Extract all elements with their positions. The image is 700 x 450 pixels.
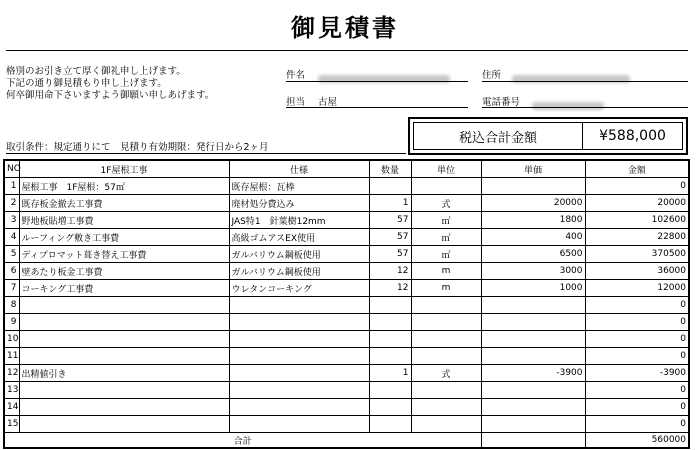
row-no: 3 [4, 212, 19, 229]
row-qty [369, 399, 411, 416]
row-item: コーキング工事費 [19, 280, 229, 297]
table-total-row [4, 433, 689, 449]
row-price [481, 297, 585, 314]
row-spec [229, 297, 369, 314]
row-price: 3000 [481, 263, 585, 280]
table-row [4, 212, 689, 229]
table-row [4, 399, 689, 416]
row-spec [229, 348, 369, 365]
row-unit [411, 399, 481, 416]
tax-included-total-box [408, 117, 688, 155]
row-unit: ㎡ [411, 246, 481, 263]
total-spacer [481, 433, 585, 449]
row-amount: 0 [585, 348, 689, 365]
row-qty [369, 178, 411, 195]
table-row [4, 382, 689, 399]
row-no: 10 [4, 331, 19, 348]
row-spec [229, 399, 369, 416]
row-price: 1800 [481, 212, 585, 229]
table-row [4, 348, 689, 365]
row-unit [411, 331, 481, 348]
header-price: 単価 [481, 160, 585, 178]
phone-value-redacted [532, 95, 604, 114]
row-item: 屋根工事 1F屋根：57㎡ [19, 178, 229, 195]
row-qty: 1 [369, 365, 411, 382]
row-unit [411, 178, 481, 195]
row-spec: ガルバリウム鋼板使用 [229, 246, 369, 263]
table-row [4, 178, 689, 195]
row-price: 20000 [481, 195, 585, 212]
address-value-redacted [512, 68, 630, 87]
row-qty: 57 [369, 212, 411, 229]
row-unit: 式 [411, 195, 481, 212]
table-row [4, 195, 689, 212]
table-row [4, 365, 689, 382]
row-amount: 0 [585, 399, 689, 416]
row-qty: 12 [369, 263, 411, 280]
row-no: 5 [4, 246, 19, 263]
row-item: ルーフィング敷き工事費 [19, 229, 229, 246]
table-row [4, 416, 689, 433]
row-spec [229, 365, 369, 382]
phone-label: 電話番号 [482, 97, 521, 108]
row-amount: 36000 [585, 263, 689, 280]
row-amount: 0 [585, 382, 689, 399]
row-item [19, 331, 229, 348]
row-price [481, 178, 585, 195]
table-header-row [4, 160, 689, 178]
row-no: 11 [4, 348, 19, 365]
row-amount: 0 [585, 416, 689, 433]
header-qty: 数量 [369, 160, 411, 178]
total-label: 合計 [4, 433, 481, 449]
header-unit: 単位 [411, 160, 481, 178]
row-qty: 57 [369, 229, 411, 246]
row-spec: 廃材処分費込み [229, 195, 369, 212]
table-row [4, 246, 689, 263]
row-no: 13 [4, 382, 19, 399]
table-row [4, 331, 689, 348]
phone-underline [482, 107, 688, 108]
row-item [19, 348, 229, 365]
row-item [19, 297, 229, 314]
document-title: 御見積書 [291, 14, 399, 42]
row-spec: 既存屋根：瓦棒 [229, 178, 369, 195]
table-row [4, 263, 689, 280]
row-no: 1 [4, 178, 19, 195]
row-qty: 12 [369, 280, 411, 297]
row-unit: m [411, 263, 481, 280]
row-item: 壁あたり板金工事費 [19, 263, 229, 280]
row-price [481, 314, 585, 331]
row-price: 1000 [481, 280, 585, 297]
row-no: 2 [4, 195, 19, 212]
conditions-underline [6, 153, 406, 154]
address-underline [482, 81, 688, 82]
row-no: 12 [4, 365, 19, 382]
trade-conditions: 取引条件：規定通りにて 見積り有効期限：発行日から2ヶ月 [6, 142, 269, 153]
row-qty [369, 416, 411, 433]
row-spec: JAS特1 針葉樹12mm [229, 212, 369, 229]
row-amount: 370500 [585, 246, 689, 263]
title-rule [6, 50, 688, 51]
row-unit [411, 297, 481, 314]
row-spec: ガルバリウム鋼板使用 [229, 263, 369, 280]
subject-value-redacted [318, 68, 450, 87]
row-spec: ウレタンコーキング [229, 280, 369, 297]
table-row [4, 280, 689, 297]
table-row [4, 229, 689, 246]
header-no: NO [4, 160, 19, 178]
row-no: 8 [4, 297, 19, 314]
row-unit [411, 348, 481, 365]
row-unit [411, 314, 481, 331]
row-spec: 高級ゴムアスEX使用 [229, 229, 369, 246]
row-amount: 22800 [585, 229, 689, 246]
row-qty: 1 [369, 195, 411, 212]
row-spec [229, 382, 369, 399]
row-price [481, 399, 585, 416]
total-value: 560000 [585, 433, 689, 449]
table-row [4, 314, 689, 331]
row-amount: 0 [585, 178, 689, 195]
subject-underline [286, 81, 468, 82]
table-row [4, 297, 689, 314]
row-amount: -3900 [585, 365, 689, 382]
row-unit: 式 [411, 365, 481, 382]
greeting-line-2: 下記の通り御見積もり申し上げます。 [6, 78, 167, 89]
row-item: ディプロマット葺き替え工事費 [19, 246, 229, 263]
row-item [19, 382, 229, 399]
row-qty [369, 331, 411, 348]
estimate-table [3, 159, 690, 449]
row-amount: 102600 [585, 212, 689, 229]
row-no: 9 [4, 314, 19, 331]
row-item: 出精値引き [19, 365, 229, 382]
header-amount: 金額 [585, 160, 689, 178]
row-item [19, 314, 229, 331]
row-item [19, 399, 229, 416]
address-label: 住所 [482, 70, 502, 81]
subject-label: 件名 [286, 70, 306, 81]
greeting-line-1: 格別のお引き立て厚く御礼申し上げます。 [6, 66, 186, 77]
row-amount: 20000 [585, 195, 689, 212]
row-qty [369, 348, 411, 365]
row-price: 400 [481, 229, 585, 246]
person-underline [286, 107, 468, 108]
row-unit [411, 416, 481, 433]
row-unit: ㎡ [411, 212, 481, 229]
row-price: 6500 [481, 246, 585, 263]
row-qty [369, 314, 411, 331]
row-unit [411, 382, 481, 399]
row-item: 既存板金撤去工事費 [19, 195, 229, 212]
row-unit: ㎡ [411, 229, 481, 246]
row-amount: 0 [585, 314, 689, 331]
row-price [481, 331, 585, 348]
person-label: 担当 [286, 97, 306, 108]
header-spec: 仕様 [229, 160, 369, 178]
row-item [19, 416, 229, 433]
row-amount: 0 [585, 331, 689, 348]
row-spec [229, 331, 369, 348]
row-unit: m [411, 280, 481, 297]
row-price: -3900 [481, 365, 585, 382]
row-price [481, 416, 585, 433]
row-qty [369, 382, 411, 399]
row-no: 15 [4, 416, 19, 433]
row-no: 4 [4, 229, 19, 246]
tax-included-total-label: 税込合計金額 [414, 123, 583, 149]
row-amount: 0 [585, 297, 689, 314]
person-value: 古屋 [318, 97, 338, 108]
row-no: 6 [4, 263, 19, 280]
row-amount: 12000 [585, 280, 689, 297]
greeting-line-3: 何卒御用命下さいますよう御願い申しあげます。 [6, 90, 215, 101]
row-spec [229, 314, 369, 331]
row-price [481, 348, 585, 365]
row-no: 14 [4, 399, 19, 416]
row-qty: 57 [369, 246, 411, 263]
header-item: 1F屋根工事 [19, 160, 229, 178]
tax-included-total-value: ¥588,000 [599, 128, 666, 144]
row-no: 7 [4, 280, 19, 297]
row-qty [369, 297, 411, 314]
row-price [481, 382, 585, 399]
row-item: 野地板貼増工事費 [19, 212, 229, 229]
row-spec [229, 416, 369, 433]
